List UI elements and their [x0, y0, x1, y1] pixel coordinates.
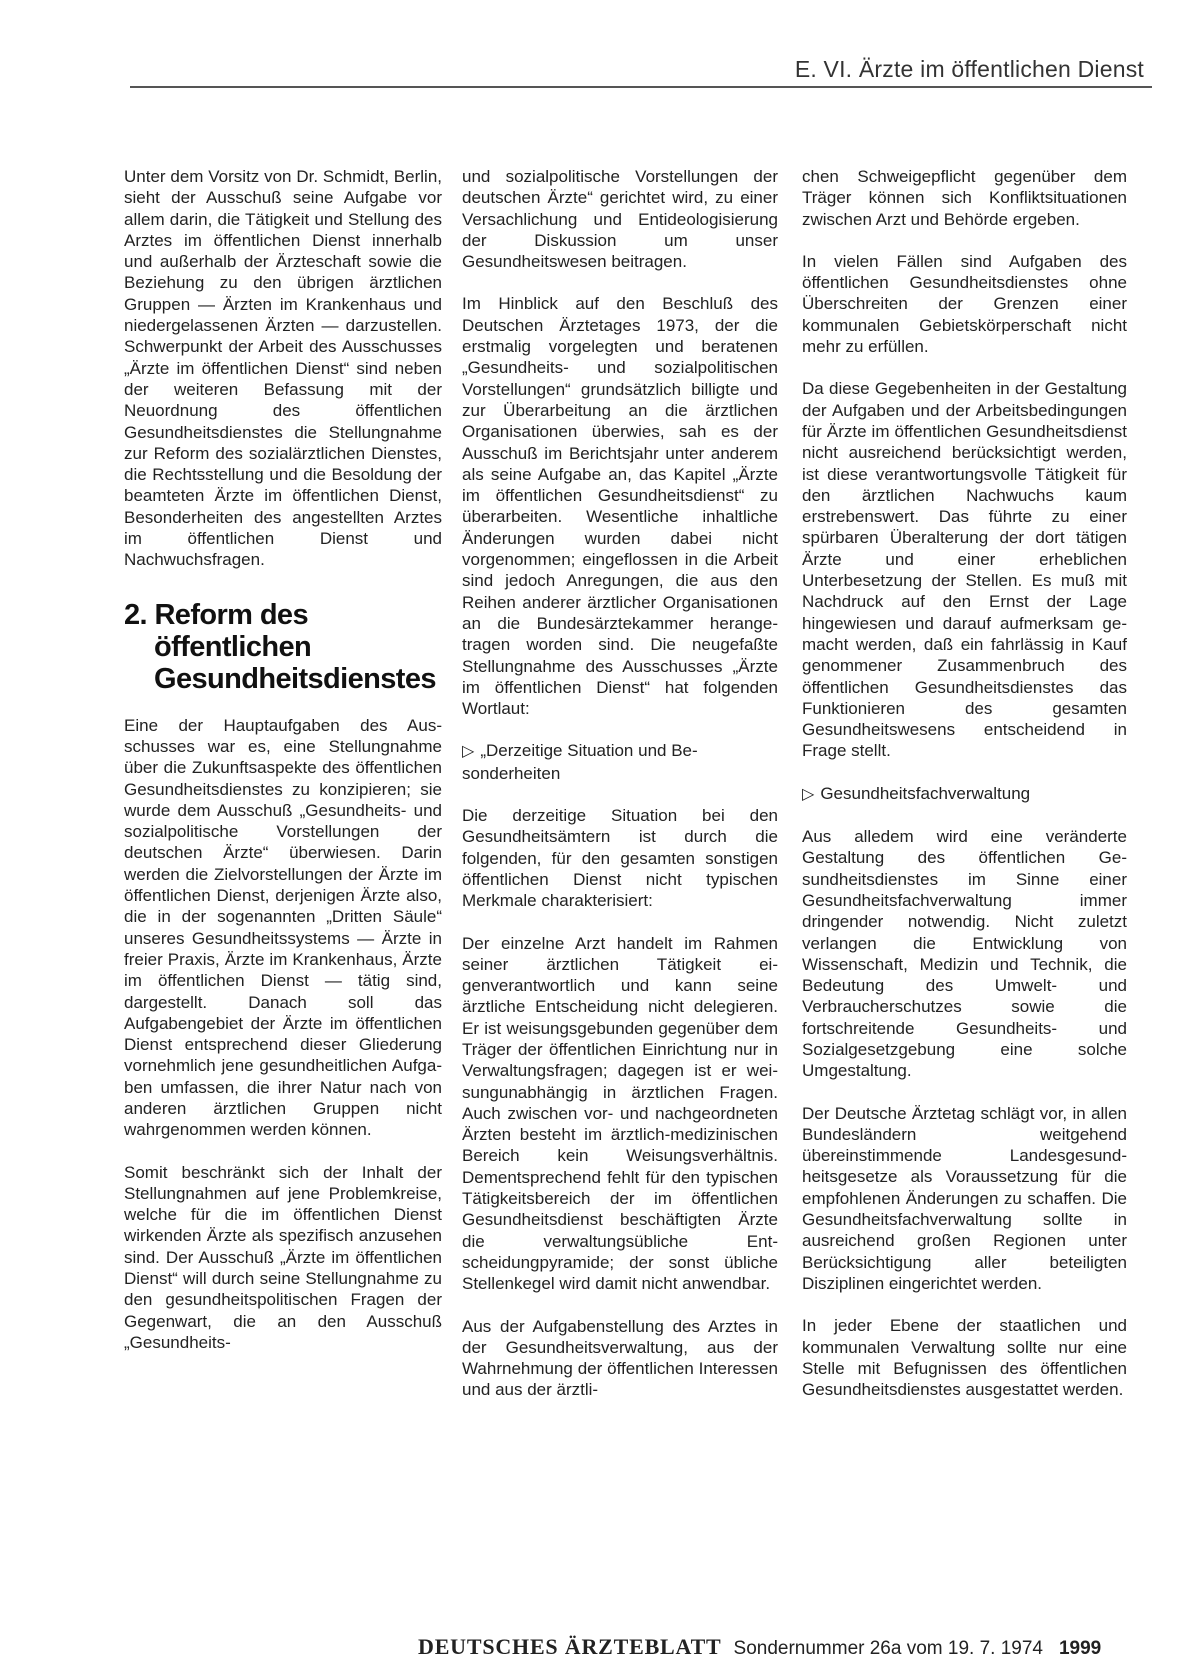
paragraph: In vielen Fällen sind Aufgaben des öffentlichen Gesundheitsdienstes ohne Überschreiten der Grenzen einer kommunalen Gebietskörperschaft nicht mehr zu erfüllen. — [802, 251, 1127, 357]
paragraph: chen Schweigepflicht gegenüber dem Träger können sich Konfliktsituationen zwischen Arzt und Behörde ergeben. — [802, 167, 1127, 229]
paragraph: Die derzeitige Situation bei den Gesundheitsämtern ist durch die folgenden, für den gesamten sonstigen öffentlichen Dienst nicht typischen Merkmale charakterisiert: — [462, 806, 778, 911]
page-footer — [418, 1634, 1101, 1660]
triangle-right-outline-icon: ▷ — [462, 743, 475, 761]
running-header: E. VI. Ärzte im öffentlichen Dienst — [794, 56, 1144, 82]
triangle-right-outline-icon: ▷ — [802, 785, 815, 803]
paragraph: Der Deutsche Ärztetag schlägt vor, in allen Bundesländern weitgehend übereinstimmende Landesgesundheitsgesetze als Voraussetzung für die empfohlenen Änderungen zu schaffen. Die Gesundheitsfachverwaltung sollte in ausreichend großen Regionen unter Berücksichtigung aller beteiligten Disziplinen eingerichtet werden. — [802, 1103, 1127, 1293]
paragraph: Aus der Aufgabenstellung des Arztes in der Gesundheitsverwaltung, aus der Wahrnehmung der öffentlichen Interessen und aus der ärztli- — [462, 1316, 778, 1400]
bullet-item — [462, 740, 778, 784]
paragraph: und sozialpolitische Vorstellungen der deutschen Ärzte“ gerichtet wird, zu einer Versachlichung und Entideologisierung der Diskussion um unser Gesundheitswesen beitragen. — [462, 167, 778, 272]
bullet-item — [802, 783, 1127, 805]
bullet-text: Gesundheitsfachverwaltung — [820, 783, 1031, 803]
paragraph: Da diese Gegebenheiten in der Gestaltung der Aufgaben und der Arbeitsbedingungen für Ärzte im öffentlichen Gesundheitsdienst nicht ausreichend berücksichtigt werden, ist diese verantwortungsvolle Tätigkeit für den ärztlichen Nachwuchs kaum erstrebenswert. Das führte zu einer spürbaren Überalterung der dort tätigen Ärzte und einer erheblichen Unterbesetzung der Stellen. Es muß mit Nachdruck auf den Ernst der Lage hingewiesen und darauf aufmerksam gemacht werden, daß ein fahrlässig in Kauf genommener Zusammenbruch des öffentlichen Gesundheitsdienstes das Funktionieren des gesamten Gesundheitswesens entscheidend in Frage stellt. — [802, 379, 1127, 761]
column-2 — [462, 166, 778, 1422]
paragraph: Unter dem Vorsitz von Dr. Schmidt, Berlin, sieht der Ausschuß seine Aufgabe vor allem darin, die Tätigkeit und Stellung des Arztes im öffentlichen Dienst innerhalb und außerhalb der Ärzteschaft sowie die Beziehung zu den übrigen ärztlichen Gruppen — Ärzten im Krankenhaus und niedergelassenen Ärzten — darzustellen. Schwerpunkt der Arbeit des Ausschusses „Ärzte im öffentlichen Dienst“ sind neben der weiteren Befassung mit der Neuordnung des öffentlichen Gesundheitsdienstes die Stellungnahme zur Reform des sozialärztlichen Dienstes, die Rechtsstellung und die Besoldung der beamteten Ärzte im öffentlichen Dienst, Besonderheiten des angestellten Arztes im öffentlichen Dienst und Nachwuchsfragen. — [124, 167, 442, 570]
section-heading-line: 2. Reform des — [124, 598, 308, 631]
issue-info: Sondernummer 26a vom 19. 7. 1974 — [733, 1638, 1043, 1659]
page-number: 1999 — [1058, 1638, 1102, 1659]
section-heading-line: öffentlichen — [154, 630, 312, 663]
paragraph: Im Hinblick auf den Beschluß des Deutschen Ärztetages 1973, der die erstmalig vorgelegten und beratenen „Gesundheits- und sozialpolitischen Vorstellungen“ grundsätzlich billigte und zur Überarbeitung an die ärztlichen Organisationen überwies, sah es der Ausschuß im Berichtsjahr unter anderem als seine Aufgabe an, das Kapitel „Ärzte im öffentlichen Gesundheitsdienst“ zu überarbeiten. Wesentliche inhaltliche Änderungen wurden dabei nicht vorgenommen; eingeflossen in die Arbeit sind jedoch Anregungen, die aus den Reihen anderer ärztlicher Organisationen an die Bundesärztekammer herangetragen worden sind. Die neugefaßte Stellungnahme des Ausschusses „Ärzte im öffentlichen Dienst“ hat folgenden Wortlaut: — [462, 294, 778, 719]
section-heading-line: Gesundheitsdienstes — [154, 662, 436, 695]
section-heading — [124, 599, 442, 695]
bullet-text: „Derzeitige Situation und Besonderheiten — [462, 741, 698, 783]
paragraph: Eine der Hauptaufgaben des Ausschusses war es, eine Stellungnahme über die Zukunftsaspekte des öffentlichen Gesundheitsdienstes zu konzipieren; sie wurde dem Ausschuß „Gesundheits- und sozialpolitische Vorstellungen der deutschen Ärzte“ überwiesen. Darin werden die Zielvorstellungen der Ärzte im öffentlichen Dienst, derjenigen Ärzte also, die in der sogenannten „Dritten Säule“ unseres Gesundheitssystems — Ärzte in freier Praxis, Ärzte im Krankenhaus, Ärzte im öffentlichen Dienst — tätig sind, dargestellt. Danach soll das Aufgabengebiet der Ärzte im öffentlichen Dienst entsprechend dieser Gliederung vornehmlich jene gesundheitlichen Aufgaben umfassen, die ihrer Natur nach von anderen ärztlichen Gruppen nicht wahrgenommen werden können. — [124, 715, 442, 1140]
journal-name: DEUTSCHES ÄRZTEBLATT — [418, 1634, 722, 1659]
paragraph: Der einzelne Arzt handelt im Rahmen seiner ärztlichen Tätigkeit eigenverantwortlich und kann seine ärztliche Entscheidung nicht delegieren. Er ist weisungsgebunden gegenüber dem Träger der öffentlichen Einrichtung nur in Verwaltungsfragen; dagegen ist er weisungunabhängig in ärztlichen Fragen. Auch zwischen vor- und nachgeordneten Ärzten besteht im ärztlich-medizinischen Bereich kein Weisungsverhältnis. Dementsprechend fehlt für den typischen Tätigkeitsbereich der im öffentlichen Gesundheitsdienst beschäftigten Ärzte die verwaltungsübliche Entscheidungpyramide; der sonst übliche Stellenkegel wird damit nicht anwendbar. — [462, 933, 778, 1294]
column-3 — [802, 166, 1127, 1421]
header-rule — [130, 86, 1152, 88]
paragraph: Somit beschränkt sich der Inhalt der Stellungnahmen auf jene Problemkreise, welche für die im öffentlichen Dienst wirkenden Ärzte als spezifisch anzusehen sind. Der Ausschuß „Ärzte im öffentlichen Dienst“ will durch seine Stellungnahme zu den gesundheitspolitischen Fragen der Gegenwart, die an den Ausschuß „Gesundheits- — [124, 1162, 442, 1352]
column-1 — [124, 166, 442, 1374]
paragraph: In jeder Ebene der staatlichen und kommunalen Verwaltung sollte nur eine Stelle mit Befugnissen des öffentlichen Gesundheitsdienstes ausgestattet werden. — [802, 1316, 1127, 1400]
paragraph: Aus alledem wird eine veränderte Gestaltung des öffentlichen Gesundheitsdienstes im Sinne einer Gesundheitsfachverwaltung immer dringender notwendig. Nicht zuletzt verlangen die Entwicklung von Wissenschaft, Medizin und Technik, die Bedeutung des Umwelt- und Verbraucherschutzes sowie die fortschreitende Gesundheits- und Sozialgesetzgebung eine solche Umgestaltung. — [802, 827, 1127, 1081]
